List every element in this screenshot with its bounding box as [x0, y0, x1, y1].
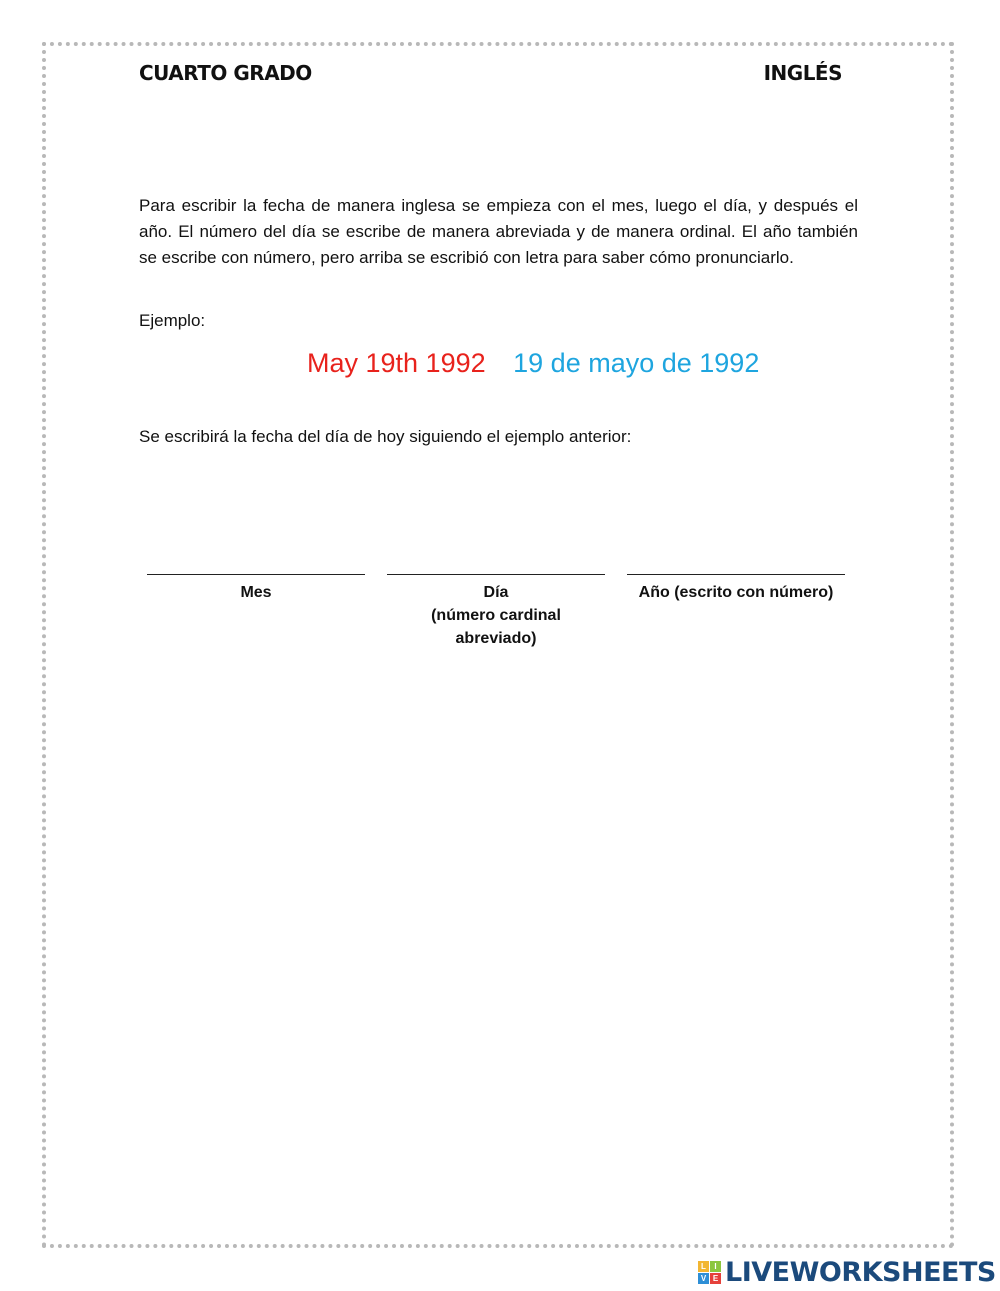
year-input[interactable]	[627, 560, 845, 575]
logo-icon	[698, 1261, 721, 1284]
month-field	[147, 560, 365, 604]
example-spanish: 19 de mayo de 1992	[513, 348, 760, 378]
logo-letter: L	[698, 1261, 709, 1272]
instruction-text: Se escribirá la fecha del día de hoy siguiendo el ejemplo anterior:	[139, 427, 632, 446]
logo-letter: I	[710, 1261, 721, 1272]
subject-heading: INGLÉS	[763, 61, 842, 85]
day-sublabel: (número cardinal abreviado)	[431, 607, 561, 647]
day-label: Día	[483, 584, 509, 601]
example-label: Ejemplo:	[139, 311, 206, 330]
logo-letter: V	[698, 1273, 709, 1284]
example-dates	[307, 348, 759, 379]
year-field	[627, 560, 845, 604]
day-input[interactable]	[387, 560, 605, 575]
liveworksheets-logo	[698, 1257, 996, 1288]
grade-heading: CUARTO GRADO	[139, 61, 312, 85]
explanation-paragraph: Para escribir la fecha de manera inglesa se empieza con el mes, luego el día, y después el año. El número del día se escribe de manera abreviada y de manera ordinal. El año también se escribe con número, pero arriba se escribió con letra para saber cómo pronunciarlo.	[139, 196, 858, 267]
logo-letter: E	[710, 1273, 721, 1284]
month-input[interactable]	[147, 560, 365, 575]
year-label: Año (escrito con número)	[638, 584, 834, 601]
month-label: Mes	[240, 584, 272, 601]
example-english: May 19th 1992	[307, 348, 486, 378]
day-field	[387, 560, 605, 650]
logo-text: LIVEWORKSHEETS	[725, 1257, 996, 1288]
